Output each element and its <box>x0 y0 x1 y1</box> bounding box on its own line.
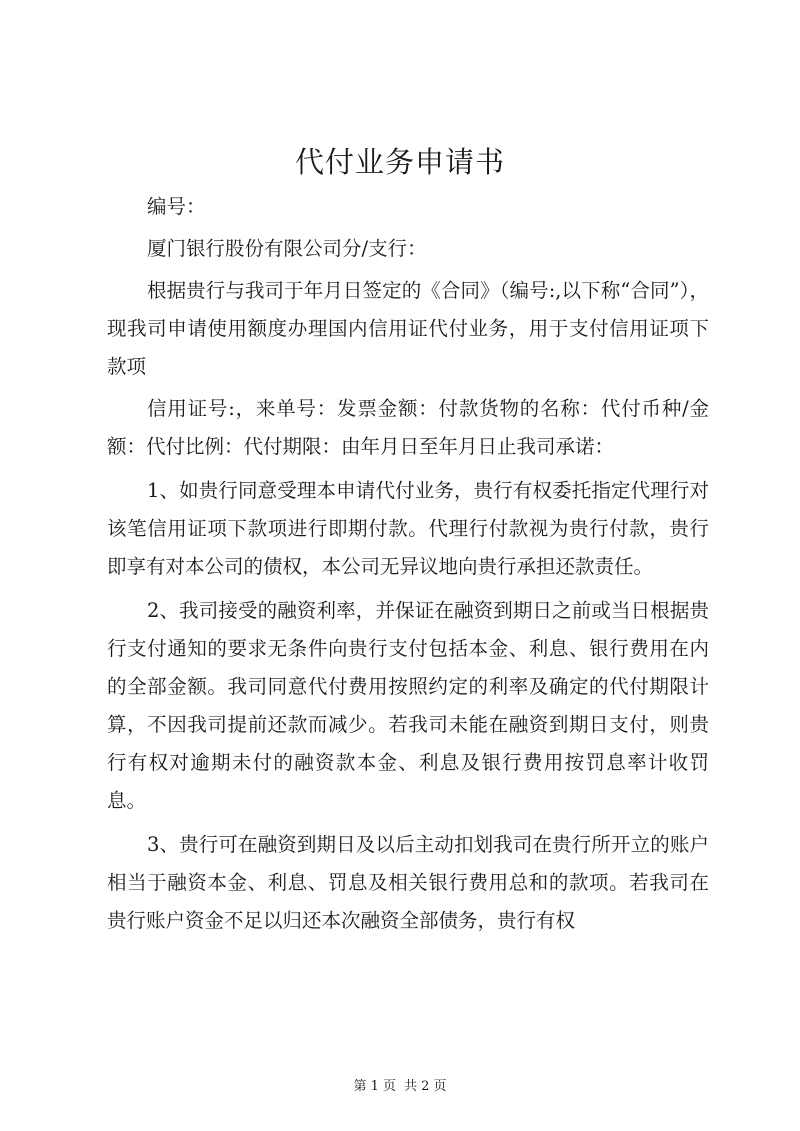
credit-info-paragraph: 信用证号:，来单号：发票金额：付款货物的名称：代付币种/金额：代付比例：代付期限：由年月日至年月日止我司承诺： <box>107 397 709 458</box>
page-footer <box>0 1078 800 1096</box>
contract-paragraph: 根据贵行与我司于年月日签定的《合同》（编号:,以下称“合同”），现我司申请使用额度办理国内信用证代付业务，用于支付信用证项下款项 <box>107 279 709 378</box>
commitment-clause-3: 3、贵行可在融资到期日及以后主动扣划我司在贵行所开立的账户相当于融资本金、利息、罚息及相关银行费用总和的款项。若我司在贵行账户资金不足以归还本次融资全部债务，贵行有权 <box>107 833 709 932</box>
document-title: 代付业务申请书 <box>294 145 505 179</box>
addressee-line: 厦门银行股份有限公司分/支行： <box>147 237 427 260</box>
page-number-current: 第 1 页 <box>353 1079 396 1094</box>
document-body <box>107 188 709 940</box>
serial-number-line: 编号： <box>147 195 206 218</box>
commitment-clause-1: 1、如贵行同意受理本申请代付业务，贵行有权委托指定代理行对该笔信用证项下款项进行即期付款。代理行付款视为贵行付款，贵行即享有对本公司的债权，本公司无异议地向贵行承担还款责任。 <box>107 479 709 578</box>
commitment-clause-2: 2、我司接受的融资利率，并保证在融资到期日之前或当日根据贵行支付通知的要求无条件向贵行支付包括本金、利息、银行费用在内的全部金额。我司同意代付费用按照约定的利率及确定的代付期限计算，不因我司提前还款而减少。若我司未能在融资到期日支付，则贵行有权对逾期未付的融资款本金、利息及银行费用按罚息率计收罚息。 <box>107 599 709 812</box>
page-number-total: 共 2 页 <box>404 1079 447 1094</box>
